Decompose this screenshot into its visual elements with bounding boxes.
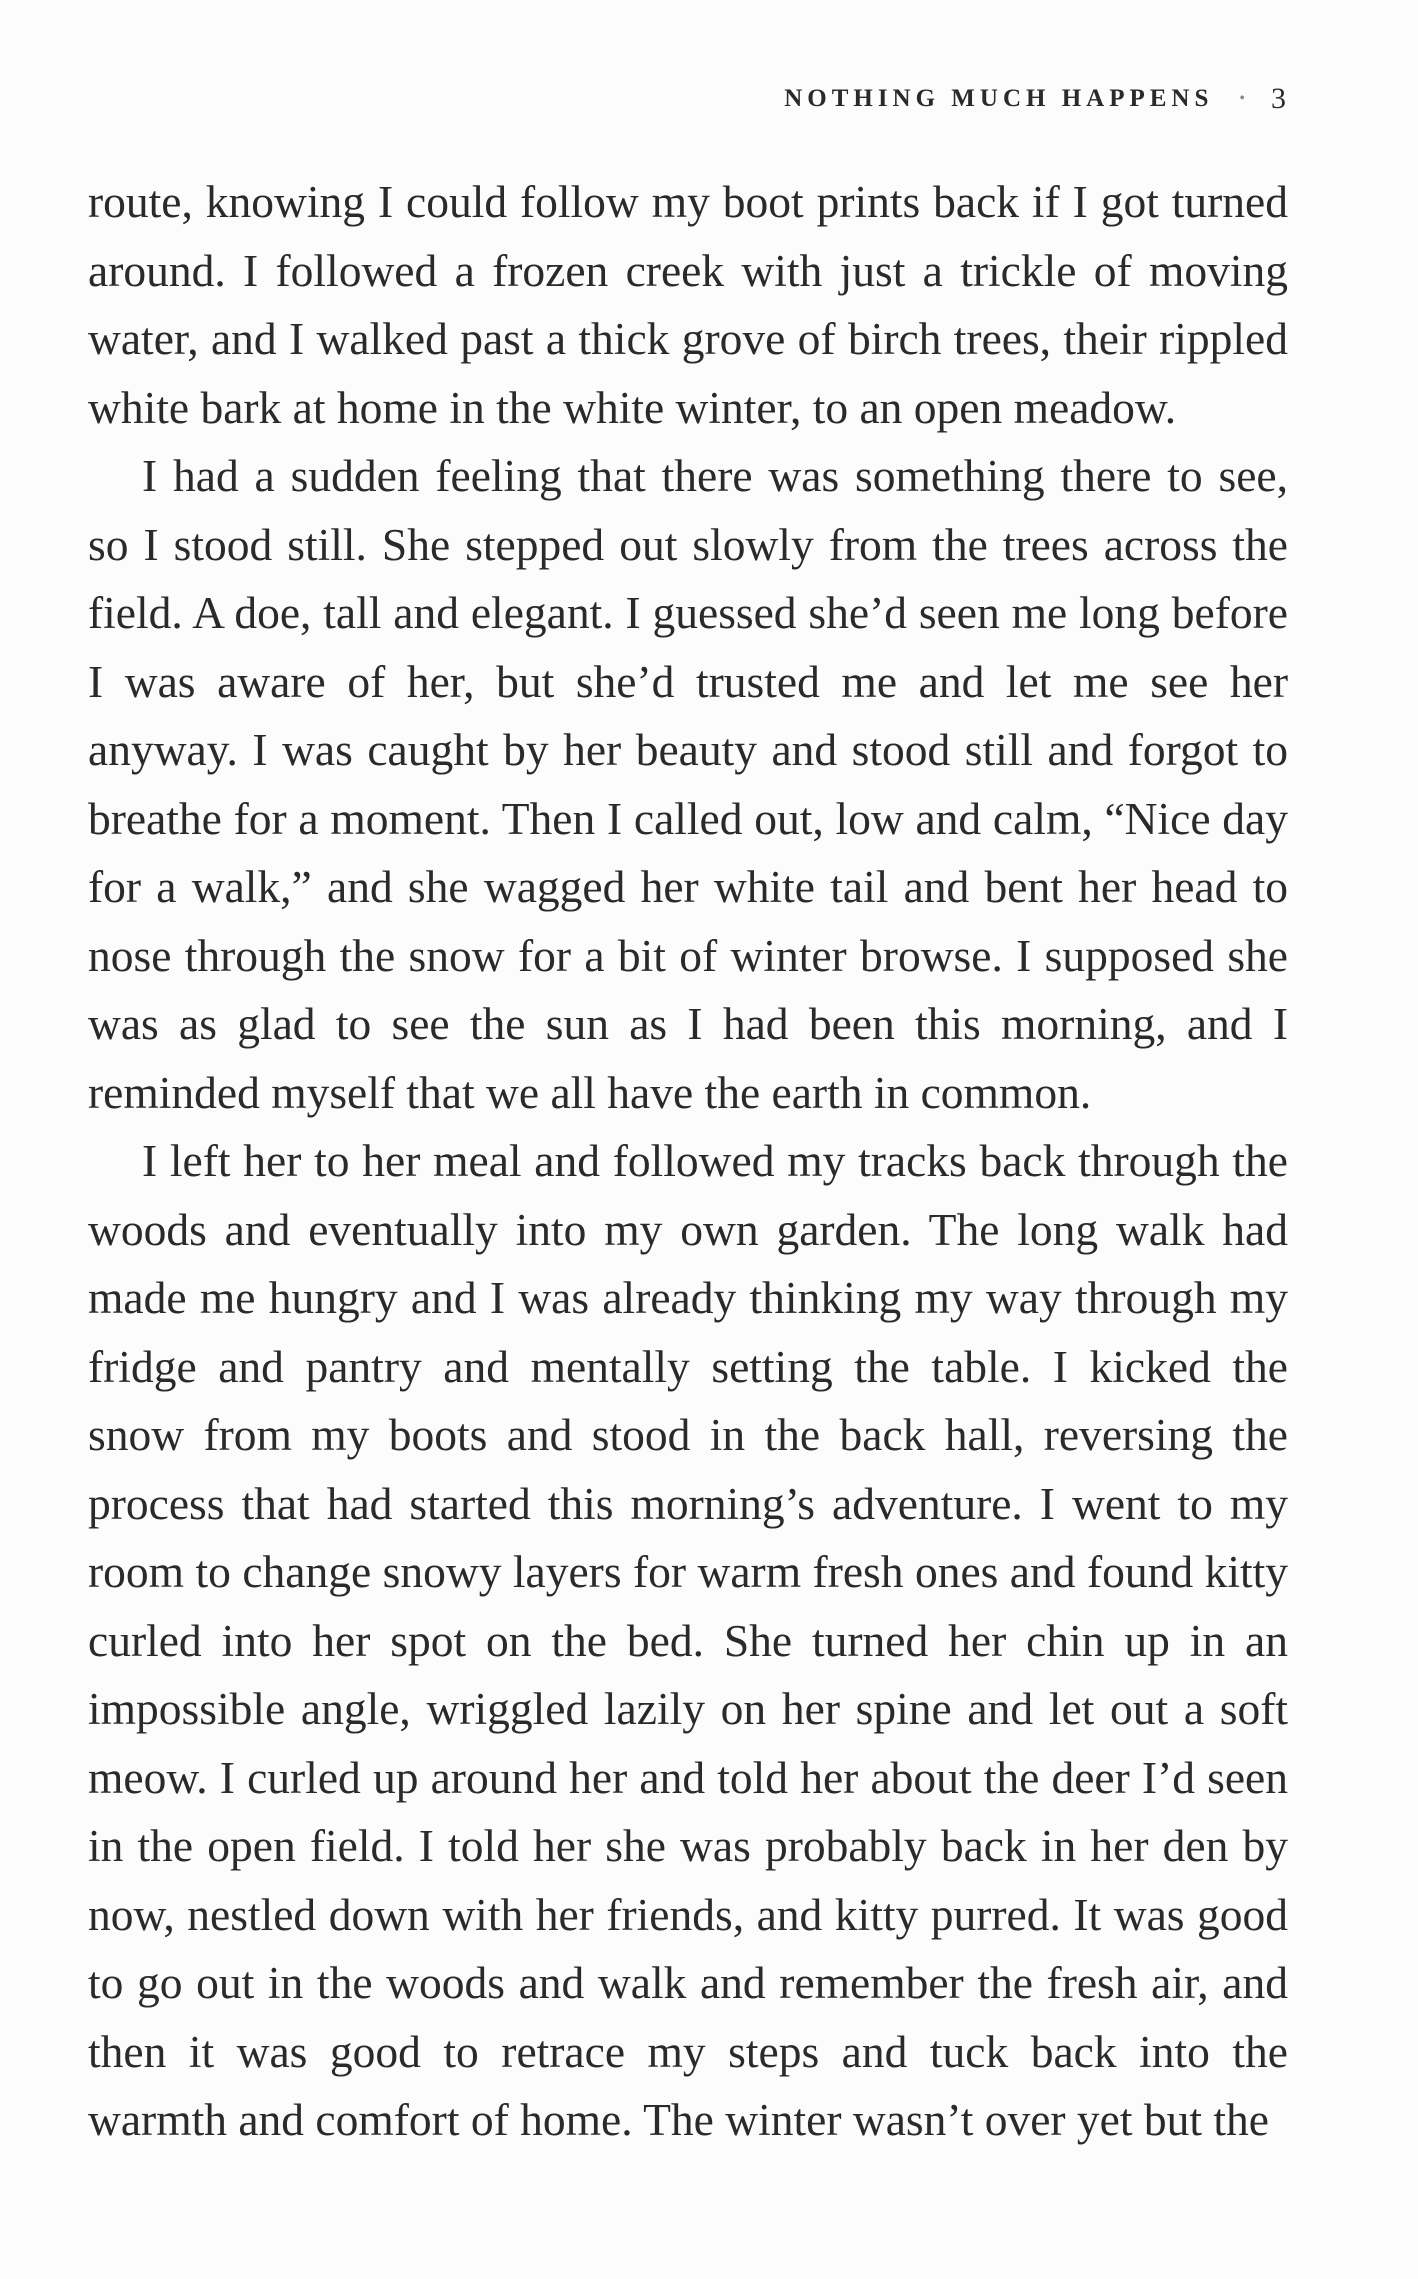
running-title: NOTHING MUCH HAPPENS [784,85,1214,112]
paragraph-1: route, knowing I could follow my boot prints back if I got turned around. I followed a frozen creek with just a trickle of moving water, and I walked past a thick grove of birch trees, their rippled white bark at home in the white winter, to an open meadow. [88,176,1288,433]
body-text [88,168,1288,2155]
header-separator: • [1239,90,1245,107]
paragraph-2: I had a sudden feeling that there was something there to see, so I stood still. She stepped out slowly from the trees across the field. A doe, tall and elegant. I guessed she’d seen me long before I was aware of her, but she’d trusted me and let me see her anyway. I was caught by her beauty and stood still and forgot to breathe for a moment. Then I called out, low and calm, “Nice day for a walk,” and she wagged her white tail and bent her head to nose through the snow for a bit of winter browse. I supposed she was as glad to see the sun as I had been this morning, and I reminded myself that we all have the earth in common. [88,450,1288,1118]
page-number: 3 [1271,82,1286,115]
paragraph-3: I left her to her meal and followed my tracks back through the woods and eventually into my own garden. The long walk had made me hungry and I was already thinking my way through my fridge and pantry and mentally setting the table. I kicked the snow from my boots and stood in the back hall, reversing the process that had started this morning’s adventure. I went to my room to change snowy layers for warm fresh ones and found kitty curled into her spot on the bed. She turned her chin up in an impossible angle, wriggled lazily on her spine and let out a soft meow. I curled up around her and told her about the deer I’d seen in the open field. I told her she was probably back in her den by now, nestled down with her friends, and kitty purred. It was good to go out in the woods and walk and remember the fresh air, and then it was good to retrace my steps and tuck back into the warmth and comfort of home. The winter wasn’t over yet but the [88,1135,1288,2145]
running-header [784,82,1286,116]
